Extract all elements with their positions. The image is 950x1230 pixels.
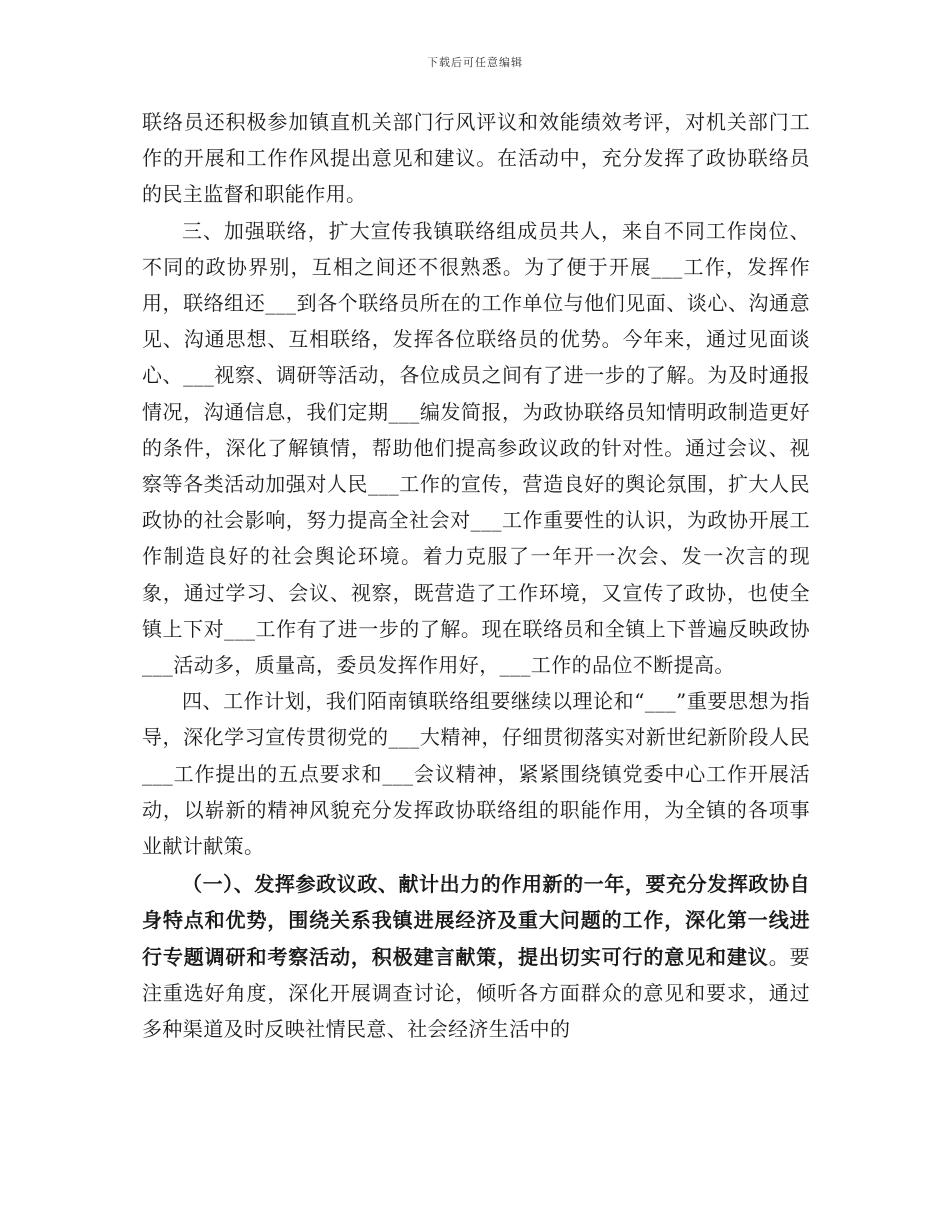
subsection-heading: （一）、发挥参政议政、献计出力的作用新的一年，要充分发挥政协自身特点和优势，围绕关系我镇进展经济及重大问题的工作，深化第一线进行专题调研和考察活动，积极建言献策，提出切实可行的意见和建议 [142,872,810,969]
subsection-body: 。要注重选好角度，深化开展调查讨论，倾听各方面群众的意见和要求，通过多种渠道及时反映社情民意、社会经济生活中的 [142,944,810,1042]
paragraph-continuation: 联络员还积极参加镇直机关部门行风评议和效能绩效考评，对机关部门工作的开展和工作作风提出意见和建议。在活动中，充分发挥了政协联络员的民主监督和职能作用。 [142,110,810,207]
document-body [142,104,810,1047]
paragraph-subsection-one [142,866,810,1047]
page-header: 下载后可任意编辑 [427,56,523,69]
paragraph-section-three: 三、加强联络，扩大宣传我镇联络组成员共人，来自不同工作岗位、不同的政协界别，互相之间还不很熟悉。为了便于开展___工作，发挥作用，联络组还___到各个联络员所在的工作单位与他们见面、谈心、沟通意见、沟通思想、互相联络，发挥各位联络员的优势。今年来，通过见面谈心、___视察、调研等活动，各位成员之间有了进一步的了解。为及时通报情况，沟通信息，我们定期___编发简报，为政协联络员知情明政制造更好的条件，深化了解镇情，帮助他们提高参政议政的针对性。通过会议、视察等各类活动加强对人民___工作的宣传，营造良好的舆论氛围，扩大人民政协的社会影响，努力提高全社会对___工作重要性的认识，为政协开展工作制造良好的社会舆论环境。着力克服了一年开一次会、发一次言的现象，通过学习、会议、视察，既营造了工作环境，又宣传了政协，也使全镇上下对___工作有了进一步的了解。现在联络员和全镇上下普遍反映政协___活动多，质量高，委员发挥作用好，___工作的品位不断提高。 [142,218,810,678]
paragraph-section-four: 四、工作计划，我们陌南镇联络组要继续以理论和“___”重要思想为指导，深化学习宣传贯彻党的___大精神，仔细贯彻落实对新世纪新阶段人民___工作提出的五点要求和___会议精神，紧紧围绕镇党委中心工作开展活动，以崭新的精神风貌充分发挥政协联络组的职能作用，为全镇的各项事业献计献策。 [142,689,810,859]
